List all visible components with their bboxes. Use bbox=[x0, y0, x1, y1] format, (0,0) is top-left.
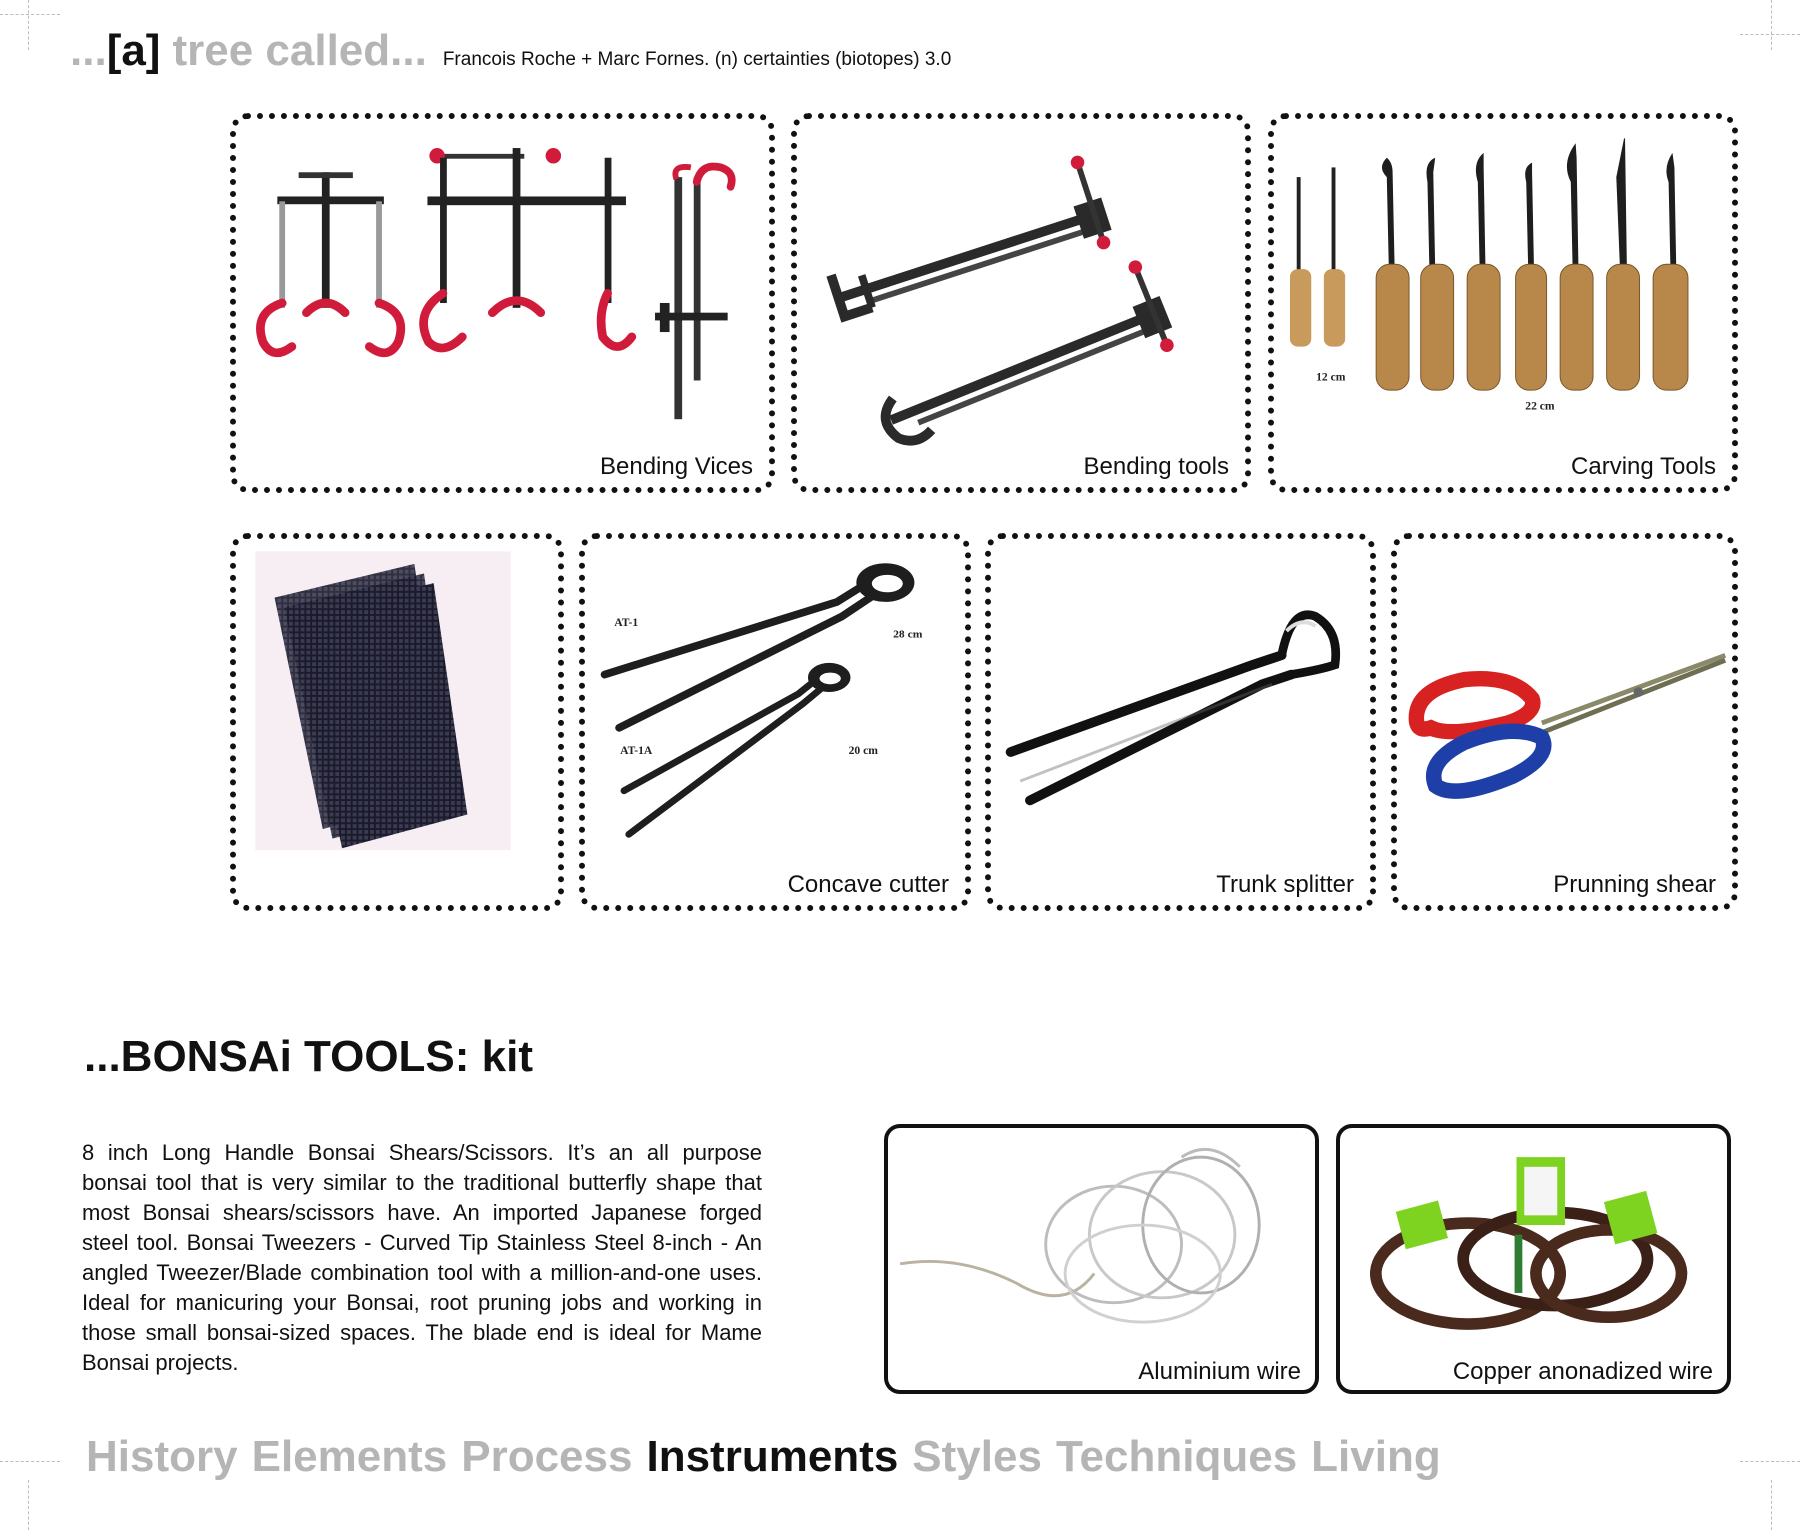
cutter-model-2-label: AT-1A bbox=[620, 743, 653, 757]
nav-process[interactable]: Process bbox=[461, 1432, 633, 1481]
panel-concave-cutter bbox=[579, 533, 971, 911]
caption-carving-tools: Carving Tools bbox=[1571, 453, 1716, 480]
header-ellipsis: ... bbox=[70, 26, 107, 75]
nav-living[interactable]: Living bbox=[1311, 1432, 1441, 1481]
cutter-size-1-label: 28 cm bbox=[893, 627, 923, 641]
cutter-model-1-label: AT-1 bbox=[614, 616, 639, 630]
crop-mark bbox=[0, 1461, 60, 1498]
bending-tools-illustration bbox=[797, 119, 1245, 487]
crop-mark bbox=[0, 14, 60, 51]
footer-nav bbox=[86, 1432, 1441, 1482]
header-title: tree called... bbox=[172, 26, 427, 75]
prunning-shear-illustration bbox=[1397, 539, 1732, 905]
carving-size-small-label: 12 cm bbox=[1316, 370, 1346, 384]
caption-aluminium-wire: Aluminium wire bbox=[1138, 1358, 1301, 1385]
kit-description: 8 inch Long Handle Bonsai Shears/Scissors. It’s an all purpose bonsai tool that is very similar to the traditional butterfly shape that most Bonsai shears/scissors have. An imported Japanese forged steel tool. Bonsai Tweezers - Curved Tip Stainless Steel 8-inch - An angled Tweezer/Blade combination tool with a million-and-one uses. Ideal for manicuring your Bonsai, root pruning jobs and working in those small bonsai-sized spaces. The blade end is ideal for Mame Bonsai projects. bbox=[82, 1140, 762, 1375]
crop-mark bbox=[28, 0, 29, 50]
panel-bending-tools bbox=[791, 113, 1251, 493]
trunk-splitter-illustration bbox=[991, 539, 1370, 905]
crop-mark bbox=[28, 1480, 29, 1530]
panel-bending-vices bbox=[230, 113, 775, 493]
concave-cutter-illustration bbox=[585, 539, 965, 905]
nav-history[interactable]: History bbox=[86, 1432, 238, 1481]
nav-elements[interactable]: Elements bbox=[251, 1432, 448, 1481]
page-header bbox=[70, 26, 951, 76]
aluminium-wire-illustration bbox=[888, 1128, 1315, 1390]
crop-mark bbox=[1740, 34, 1800, 71]
bending-vices-illustration bbox=[236, 119, 769, 487]
panel-prunning-shear bbox=[1391, 533, 1738, 911]
nav-techniques[interactable]: Techniques bbox=[1055, 1432, 1298, 1481]
caption-concave-cutter: Concave cutter bbox=[787, 871, 949, 898]
caption-prunning-shear: Prunning shear bbox=[1553, 871, 1716, 898]
carving-size-large-label: 22 cm bbox=[1525, 399, 1555, 413]
caption-copper-wire: Copper anonadized wire bbox=[1452, 1358, 1713, 1385]
crop-mark bbox=[1771, 0, 1772, 50]
nav-instruments[interactable]: Instruments bbox=[646, 1432, 899, 1481]
section-title: ...BONSAi TOOLS: kit bbox=[84, 1032, 534, 1081]
caption-trunk-splitter: Trunk splitter bbox=[1216, 871, 1354, 898]
crop-mark bbox=[1740, 1461, 1800, 1498]
header-bracket: [a] bbox=[106, 26, 161, 75]
header-credit: Francois Roche + Marc Fornes. (n) certainties (biotopes) 3.0 bbox=[442, 49, 952, 70]
caption-bending-tools: Bending tools bbox=[1083, 453, 1229, 480]
panel-copper-wire bbox=[1336, 1124, 1731, 1394]
panel-trunk-splitter bbox=[985, 533, 1376, 911]
cutter-size-2-label: 20 cm bbox=[848, 743, 878, 757]
copper-wire-illustration bbox=[1340, 1128, 1727, 1390]
panel-aluminium-wire bbox=[884, 1124, 1319, 1394]
carving-tools-illustration bbox=[1274, 119, 1732, 487]
panel-mesh-screens bbox=[230, 533, 564, 911]
crop-mark bbox=[1771, 1480, 1772, 1530]
nav-styles[interactable]: Styles bbox=[912, 1432, 1042, 1481]
mesh-screen-illustration bbox=[236, 539, 558, 905]
caption-bending-vices: Bending Vices bbox=[600, 453, 753, 480]
panel-carving-tools bbox=[1268, 113, 1738, 493]
